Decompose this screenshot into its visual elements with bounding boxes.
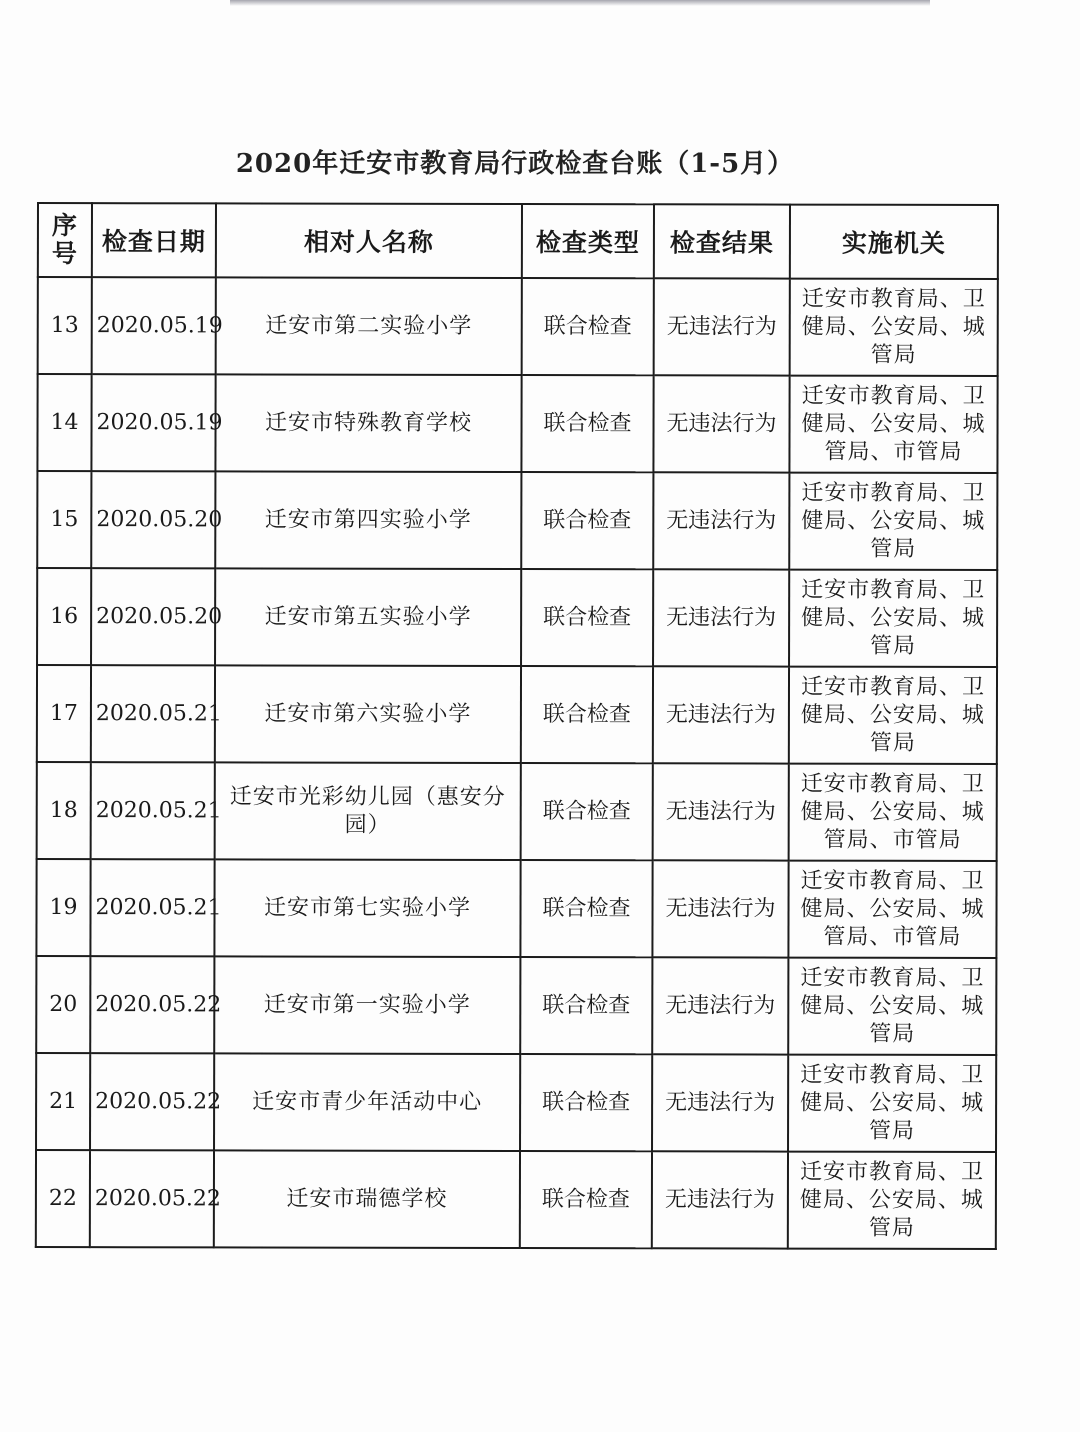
table-row: [36, 956, 996, 1055]
cell-inspection-result: 无违法行为: [653, 375, 789, 472]
cell-inspection-date: 2020.05.19: [91, 374, 215, 471]
table-row: [36, 1150, 996, 1249]
cell-inspection-result: 无违法行为: [652, 1151, 788, 1248]
header-counterparty-name: 相对人名称: [216, 203, 522, 278]
cell-counterparty-name: 迁安市第七实验小学: [214, 859, 520, 957]
cell-inspection-date: 2020.05.22: [90, 1150, 214, 1247]
cell-inspection-result: 无违法行为: [653, 569, 789, 666]
cell-inspection-result: 无违法行为: [652, 957, 788, 1054]
cell-inspection-date: 2020.05.20: [91, 568, 215, 665]
scan-edge-shadow: [230, 0, 930, 6]
cell-implementing-agency: 迁安市教育局、卫健局、公安局、城管局: [789, 473, 997, 570]
inspection-ledger-table: [35, 202, 999, 1250]
cell-inspection-type: 联合检查: [520, 860, 652, 957]
cell-inspection-result: 无违法行为: [653, 763, 789, 860]
cell-inspection-date: 2020.05.21: [91, 762, 215, 859]
cell-counterparty-name: 迁安市第五实验小学: [215, 568, 521, 666]
cell-inspection-date: 2020.05.19: [92, 277, 216, 374]
header-inspection-type: 检查类型: [522, 204, 654, 278]
table-row: [37, 665, 997, 764]
cell-implementing-agency: 迁安市教育局、卫健局、公安局、城管局: [788, 1152, 996, 1249]
cell-inspection-type: 联合检查: [521, 375, 653, 472]
cell-implementing-agency: 迁安市教育局、卫健局、公安局、城管局: [789, 570, 997, 667]
cell-serial-number: 15: [37, 471, 91, 568]
cell-inspection-result: 无违法行为: [652, 860, 788, 957]
cell-serial-number: 18: [37, 762, 91, 859]
cell-counterparty-name: 迁安市光彩幼儿园（惠安分园）: [215, 762, 521, 860]
cell-implementing-agency: 迁安市教育局、卫健局、公安局、城管局、市管局: [789, 376, 997, 473]
cell-serial-number: 17: [37, 665, 91, 762]
cell-inspection-date: 2020.05.21: [90, 859, 214, 956]
table-row: [37, 762, 997, 861]
cell-inspection-type: 联合检查: [521, 666, 653, 763]
cell-serial-number: 13: [38, 277, 92, 374]
cell-inspection-result: 无违法行为: [654, 278, 790, 375]
cell-counterparty-name: 迁安市第四实验小学: [215, 471, 521, 569]
cell-counterparty-name: 迁安市特殊教育学校: [215, 374, 521, 472]
cell-inspection-date: 2020.05.20: [91, 471, 215, 568]
cell-inspection-type: 联合检查: [522, 278, 654, 375]
cell-implementing-agency: 迁安市教育局、卫健局、公安局、城管局: [789, 667, 997, 764]
header-inspection-date: 检查日期: [92, 203, 216, 277]
header-serial-number: 序号: [38, 203, 92, 277]
document-title: 2020年迁安市教育局行政检查台账（1-5月）: [235, 149, 795, 179]
cell-inspection-type: 联合检查: [520, 957, 652, 1054]
cell-serial-number: 22: [36, 1150, 90, 1247]
cell-inspection-type: 联合检查: [520, 1054, 652, 1151]
cell-serial-number: 14: [37, 374, 91, 471]
cell-counterparty-name: 迁安市瑞德学校: [214, 1150, 520, 1248]
cell-inspection-result: 无违法行为: [652, 1054, 788, 1151]
cell-inspection-type: 联合检查: [521, 763, 653, 860]
cell-implementing-agency: 迁安市教育局、卫健局、公安局、城管局: [790, 279, 998, 376]
cell-inspection-type: 联合检查: [521, 472, 653, 569]
cell-inspection-date: 2020.05.21: [91, 665, 215, 762]
table-row: [36, 1053, 996, 1152]
cell-counterparty-name: 迁安市第一实验小学: [214, 956, 520, 1054]
cell-inspection-date: 2020.05.22: [90, 956, 214, 1053]
cell-inspection-type: 联合检查: [520, 1151, 652, 1248]
header-implementing-agency: 实施机关: [790, 205, 998, 279]
cell-counterparty-name: 迁安市第六实验小学: [215, 665, 521, 763]
cell-inspection-type: 联合检查: [521, 569, 653, 666]
cell-serial-number: 16: [37, 568, 91, 665]
cell-inspection-result: 无违法行为: [653, 472, 789, 569]
table-row: [36, 859, 996, 958]
cell-implementing-agency: 迁安市教育局、卫健局、公安局、城管局: [788, 1055, 996, 1152]
cell-counterparty-name: 迁安市青少年活动中心: [214, 1053, 520, 1151]
table-header-row: [38, 203, 998, 279]
cell-implementing-agency: 迁安市教育局、卫健局、公安局、城管局、市管局: [788, 861, 996, 958]
cell-serial-number: 20: [36, 956, 90, 1053]
cell-counterparty-name: 迁安市第二实验小学: [216, 277, 522, 375]
cell-inspection-result: 无违法行为: [653, 666, 789, 763]
cell-serial-number: 19: [36, 859, 90, 956]
table-row: [37, 471, 997, 570]
table-row: [38, 277, 998, 376]
cell-inspection-date: 2020.05.22: [90, 1053, 214, 1150]
cell-implementing-agency: 迁安市教育局、卫健局、公安局、城管局: [788, 958, 996, 1055]
header-inspection-result: 检查结果: [654, 204, 790, 278]
table-row: [37, 568, 997, 667]
cell-implementing-agency: 迁安市教育局、卫健局、公安局、城管局、市管局: [789, 764, 997, 861]
table-row: [37, 374, 997, 473]
cell-serial-number: 21: [36, 1053, 90, 1150]
